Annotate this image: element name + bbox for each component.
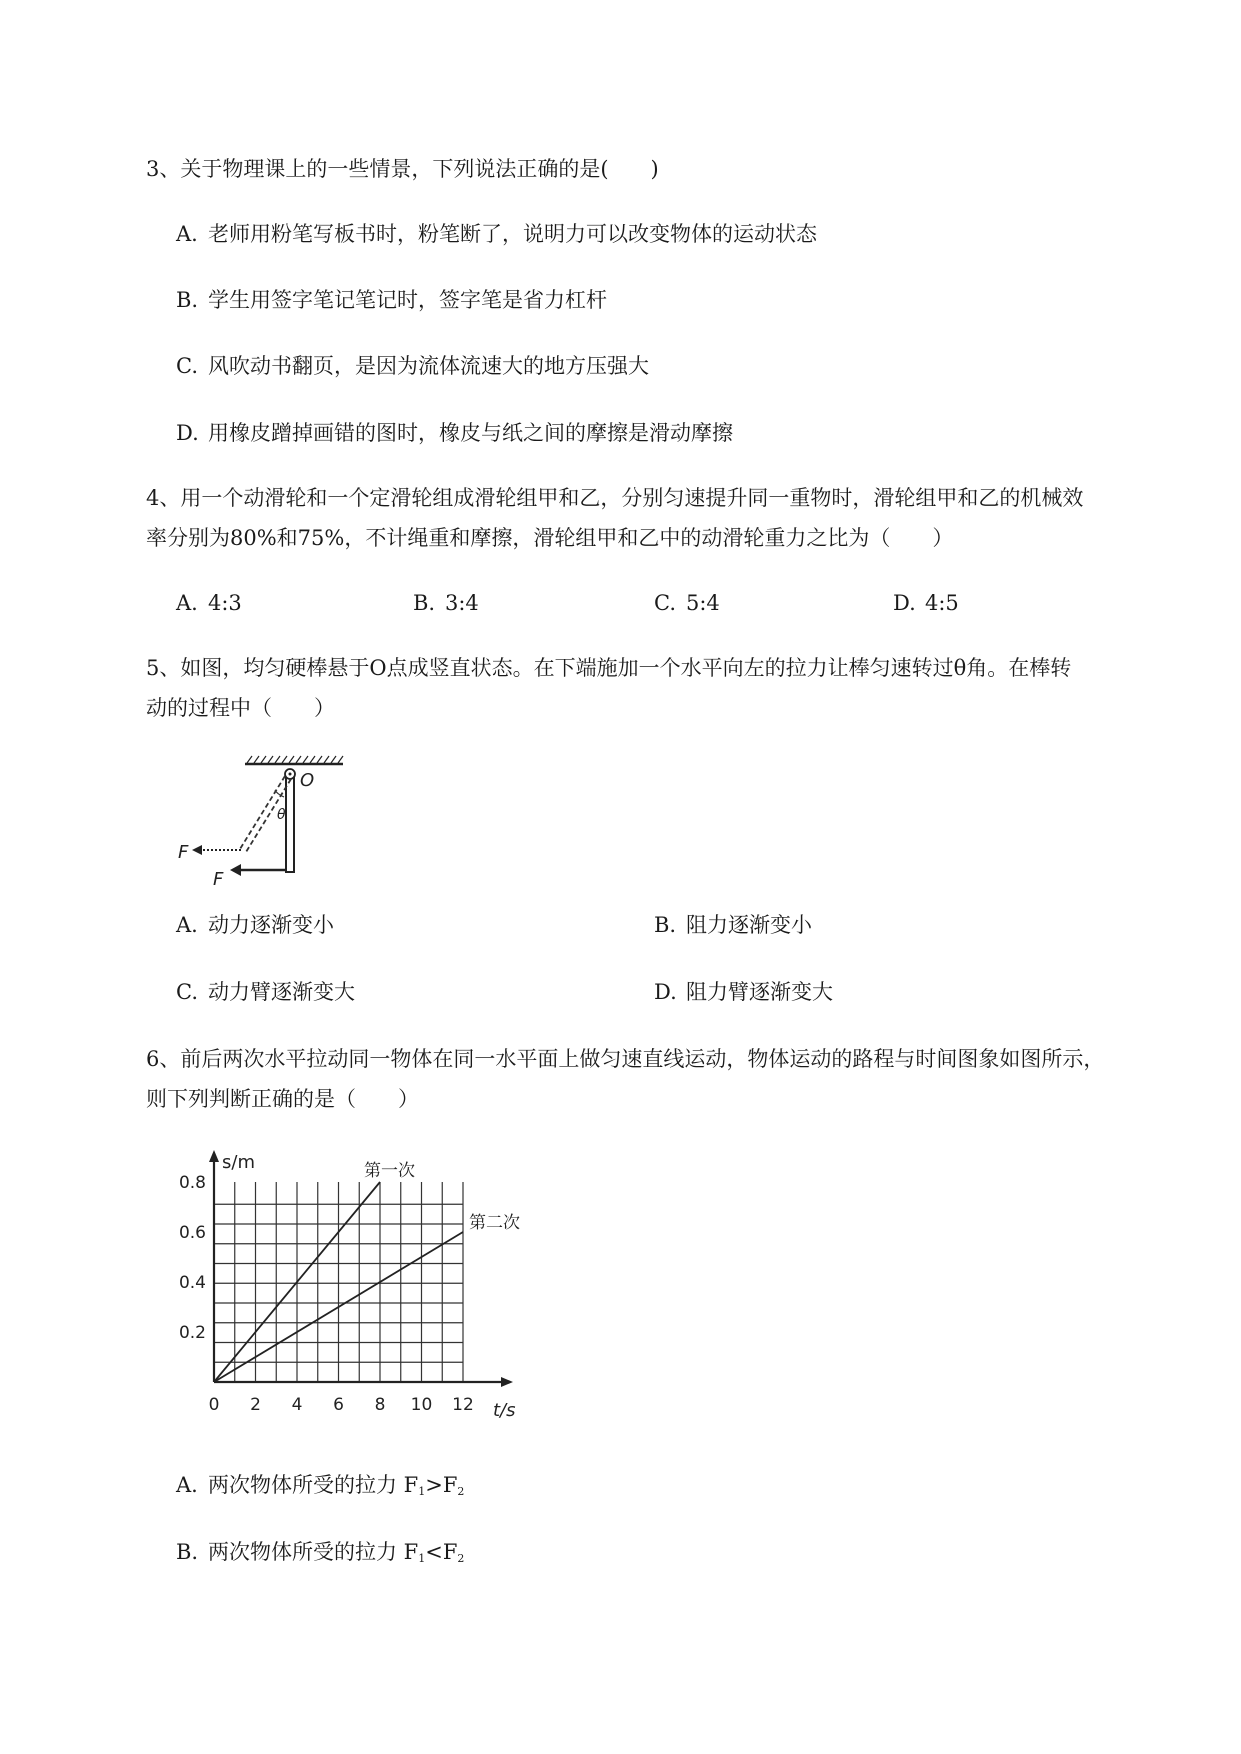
y-axis-arrow: [209, 1150, 219, 1162]
option-text: 老师用粉笔写板书时，粉笔断了，说明力可以改变物体的运动状态: [208, 222, 817, 246]
option-text: 学生用签字笔记笔记时，签字笔是省力杠杆: [208, 288, 607, 312]
option-text: 阻力臂逐渐变大: [686, 980, 833, 1004]
lever-figure: [178, 752, 350, 890]
subscript-2: 2: [457, 1552, 465, 1565]
x-tick-label: 6: [333, 1395, 344, 1415]
subscript-1: 1: [418, 1552, 426, 1565]
x-tick-label: 10: [410, 1395, 433, 1415]
y-tick-label: 0.6: [178, 1223, 206, 1243]
option-text: 两次物体所受的拉力 F: [208, 1473, 419, 1497]
x-tick-label: 12: [452, 1395, 474, 1415]
y-axis-label: s/m: [222, 1152, 255, 1173]
option-label: A.: [176, 913, 198, 937]
option-label: C.: [176, 354, 198, 378]
series-label: 第一次: [364, 1161, 415, 1181]
option-text: 5:4: [686, 591, 720, 615]
ceiling-hatch: [247, 756, 343, 763]
force-label-solid: F: [213, 869, 224, 890]
subscript-2: 2: [457, 1485, 465, 1498]
q5-option-c[interactable]: [176, 977, 355, 1007]
x-tick-label: 8: [374, 1395, 386, 1415]
option-label: B.: [176, 1540, 199, 1564]
pivot-label: O: [300, 770, 315, 791]
option-label: A.: [176, 222, 198, 246]
option-label: D.: [176, 421, 199, 445]
q6-option-a[interactable]: [176, 1470, 464, 1507]
option-text: 动力臂逐渐变大: [208, 980, 355, 1004]
q5-option-a[interactable]: [176, 910, 334, 940]
series-label: 第二次: [469, 1213, 520, 1233]
q3-stem: 3、关于物理课上的一些情景，下列说法正确的是( ): [146, 157, 659, 181]
q6-stem-line-2: 则下列判断正确的是（ ）: [146, 1087, 419, 1111]
x-tick-label: 2: [250, 1395, 261, 1415]
force-label-dotted: F: [178, 842, 189, 863]
x-axis-arrow: [501, 1377, 513, 1387]
q6-stem-line-1: 6、前后两次水平拉动同一物体在同一水平面上做匀速直线运动，物体运动的路程与时间图象如图所示，: [146, 1047, 1105, 1071]
force-arrowhead-dotted: [192, 845, 202, 855]
y-tick-label: 0.4: [178, 1273, 206, 1293]
vertical-rod: [286, 772, 294, 872]
q6-option-b[interactable]: [176, 1537, 464, 1574]
s-t-chart: [170, 1150, 530, 1430]
option-label: A.: [176, 1473, 198, 1497]
operator-text: >F: [425, 1473, 458, 1497]
option-label: B.: [654, 913, 677, 937]
option-text: 4:3: [208, 591, 242, 615]
option-label: B.: [176, 288, 199, 312]
x-tick-label: 0: [208, 1395, 220, 1415]
option-label: D.: [654, 980, 677, 1004]
y-tick-label: 0.8: [178, 1173, 206, 1193]
option-text: 动力逐渐变小: [208, 913, 334, 937]
option-text: 两次物体所受的拉力 F: [208, 1540, 419, 1564]
q4-option-a[interactable]: [176, 588, 242, 618]
theta-label: θ: [277, 807, 286, 823]
y-tick-label: 0.2: [178, 1323, 206, 1343]
option-text: 风吹动书翻页，是因为流体流速大的地方压强大: [208, 354, 649, 378]
x-axis-label: t/s: [493, 1400, 516, 1421]
q4-option-c[interactable]: [654, 588, 720, 618]
option-label: C.: [176, 980, 198, 1004]
q4-option-d[interactable]: [893, 588, 959, 618]
q4-stem-line-1: 4、用一个动滑轮和一个定滑轮组成滑轮组甲和乙，分别匀速提升同一重物时，滑轮组甲和乙的机械效: [146, 486, 1084, 510]
option-label: C.: [654, 591, 676, 615]
q5-stem-line-1: 5、如图，均匀硬棒悬于O点成竖直状态。在下端施加一个水平向左的拉力让棒匀速转过θ角。在棒转: [146, 656, 1072, 680]
option-label: B.: [413, 591, 436, 615]
subscript-1: 1: [418, 1485, 426, 1498]
option-text: 4:5: [925, 591, 959, 615]
option-text: 用橡皮蹭掉画错的图时，橡皮与纸之间的摩擦是滑动摩擦: [208, 421, 733, 445]
x-tick-label: 4: [291, 1395, 303, 1415]
q5-option-b[interactable]: [654, 910, 812, 940]
option-label: D.: [893, 591, 916, 615]
q3-option-d[interactable]: [176, 418, 733, 448]
q3-option-c[interactable]: [176, 351, 649, 381]
q4-option-b[interactable]: [413, 588, 479, 618]
q5-option-d[interactable]: [654, 977, 833, 1007]
q5-stem-line-2: 动的过程中（ ）: [146, 696, 335, 720]
force-arrowhead-solid: [230, 864, 241, 876]
q4-stem-line-2: 率分别为80%和75%，不计绳重和摩擦，滑轮组甲和乙中的动滑轮重力之比为（ ）: [146, 526, 954, 550]
pivot-dot: [289, 773, 292, 776]
option-label: A.: [176, 591, 198, 615]
q3-option-b[interactable]: [176, 285, 607, 315]
q3-option-a[interactable]: [176, 219, 817, 249]
option-text: 3:4: [445, 591, 479, 615]
option-text: 阻力逐渐变小: [686, 913, 812, 937]
operator-text: <F: [425, 1540, 458, 1564]
